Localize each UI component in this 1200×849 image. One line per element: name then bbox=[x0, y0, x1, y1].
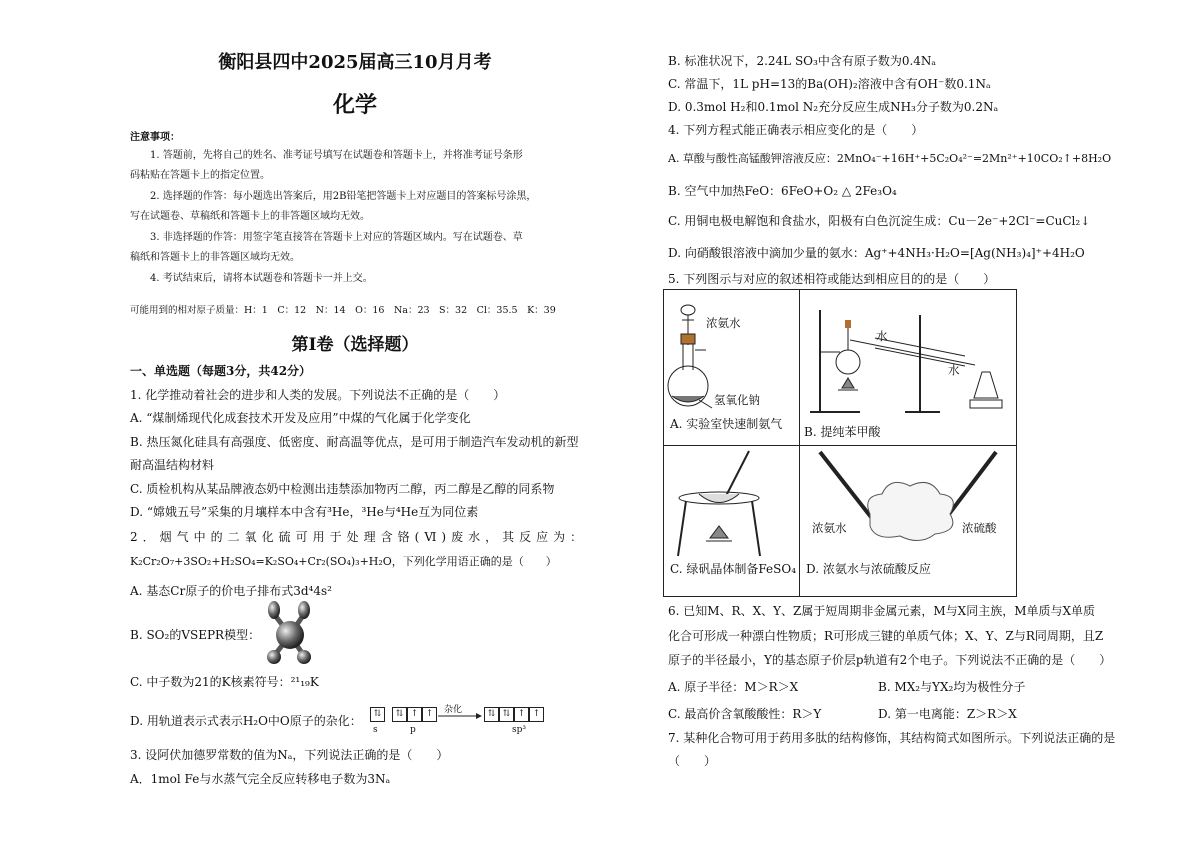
q6-option-d: D. 第一电离能：Z＞R＞X bbox=[878, 707, 1017, 721]
q2-equation: K₂Cr₂O₇+3SO₂+H₂SO₄=K₂SO₄+Cr₂(SO₄)₃+H₂O，下列化学用语正确的是（ ） bbox=[130, 555, 557, 568]
q5-figure-grid bbox=[663, 289, 1017, 597]
s-label: s bbox=[373, 725, 378, 735]
distillation-drawing bbox=[800, 290, 1016, 420]
figure-d-caption: D. 浓氨水与浓硫酸反应 bbox=[806, 562, 931, 576]
q2-option-a: A. 基态Cr原子的价电子排布式3d⁴4s² bbox=[130, 584, 332, 598]
note-line: 2. 选择题的作答：每小题选出答案后，用2B铅笔把答题卡上对应题目的答案标号涂黑， bbox=[150, 191, 537, 202]
exam-title: 衡阳县四中2025届高三10月月考 bbox=[218, 52, 492, 73]
q2-option-b: B. SO₂的VSEPR模型： bbox=[130, 628, 261, 642]
question-7-cont: （ ） bbox=[668, 754, 717, 768]
q6-option-a: A. 原子半径：M＞R＞X bbox=[668, 680, 799, 694]
question-2: 2．烟气中的二氧化硫可用于处理含铬(Ⅵ)废水，其反应为： bbox=[130, 530, 588, 544]
question-6: 6. 已知M、R、X、Y、Z属于短周期非金属元素，M与X同主族，M单质与X单质 bbox=[668, 604, 1096, 618]
q1-option-b-cont: 耐高温结构材料 bbox=[130, 458, 215, 472]
question-6-line3: 原子的半径最小，Y的基态原子价层p轨道有2个电子。下列说法不正确的是（ ） bbox=[668, 653, 1112, 667]
q2-option-c: C. 中子数为21的K核素符号：²¹₁₉K bbox=[130, 675, 319, 689]
ammonia-label: 浓氨水 bbox=[706, 316, 741, 330]
q6-option-c: C. 最高价含氧酸酸性：R＞Y bbox=[668, 707, 822, 721]
p-label: p bbox=[410, 725, 416, 735]
q4-option-a: A. 草酸与酸性高锰酸钾溶液反应：2MnO₄⁻+16H⁺+5C₂O₄²⁻=2Mn²⁺+10CO₂↑+8H₂O bbox=[668, 152, 1112, 165]
note-line: 4. 考试结束后，请将本试题卷和答题卡一并上交。 bbox=[150, 273, 373, 284]
water-in-label: 水 bbox=[876, 329, 888, 343]
s-orbital-box: ⇅ bbox=[370, 707, 385, 722]
q2-option-d: D. 用轨道表示式表示H₂O中O原子的杂化： bbox=[130, 714, 362, 728]
q3-option-a: A．1mol Fe与水蒸气完全反应转移电子数为3Nₐ bbox=[130, 772, 391, 786]
arrow-icon bbox=[438, 712, 482, 720]
q1-option-d: D. “嫦娥五号”采集的月壤样本中含有³He，³He与⁴He互为同位素 bbox=[130, 505, 479, 519]
subject-title: 化学 bbox=[332, 92, 377, 118]
ammonia-rod-label: 浓氨水 bbox=[812, 521, 847, 535]
question-6-line2: 化合可形成一种漂白性物质；R可形成三键的单质气体；X、Y、Z与R同周期，且Z bbox=[668, 629, 1104, 643]
question-5: 5. 下列图示与对应的叙述相符或能达到相应目的的是（ ） bbox=[668, 272, 996, 286]
p-orbital-box: ↑ bbox=[422, 707, 437, 722]
notes-heading: 注意事项： bbox=[130, 132, 180, 143]
vsepr-model-image bbox=[260, 600, 320, 666]
orbital-diagram bbox=[370, 705, 590, 737]
p-orbital-box: ↑ bbox=[407, 707, 422, 722]
water-out-label: 水 bbox=[948, 363, 960, 377]
sp3-label: sp³ bbox=[512, 725, 526, 735]
figure-a bbox=[664, 290, 799, 445]
q6-option-b: B. MX₂与YX₂均为极性分子 bbox=[878, 680, 1026, 694]
note-line: 写在试题卷、草稿纸和答题卡上的非答题区域均无效。 bbox=[130, 211, 370, 222]
question-7: 7. 某种化合物可用于药用多肽的结构修饰，其结构简式如图所示。下列说法正确的是 bbox=[668, 731, 1116, 745]
note-line: 3. 非选择题的作答：用签字笔直接答在答题卡上对应的答题区域内。写在试题卷、草 bbox=[150, 232, 523, 243]
figure-d bbox=[800, 446, 1016, 596]
q4-option-d: D. 向硝酸银溶液中滴加少量的氨水：Ag⁺+4NH₃·H₂O=[Ag(NH₃)₄]⁺+4H₂O bbox=[668, 246, 1085, 260]
note-line: 码粘贴在答题卡上的指定位置。 bbox=[130, 170, 270, 181]
figure-b-caption: B. 提纯苯甲酸 bbox=[804, 425, 881, 439]
q4-option-b: B. 空气中加热FeO：6FeO+O₂ △ 2Fe₃O₄ bbox=[668, 184, 897, 198]
q1-option-a: A. “煤制烯现代化成套技术开发及应用”中煤的气化属于化学变化 bbox=[130, 411, 471, 425]
q3-option-d: D. 0.3mol H₂和0.1mol N₂充分反应生成NH₃分子数为0.2Nₐ bbox=[668, 100, 999, 114]
atomic-masses: 可能用到的相对原子质量：H：1 C：12 N：14 O：16 Na：23 S：32 Cl：35.5 K：39 bbox=[130, 305, 556, 316]
figure-b bbox=[800, 290, 1016, 445]
sp3-orbital-box: ⇅ bbox=[484, 707, 499, 722]
naoh-label: 氢氧化钠 bbox=[714, 393, 760, 407]
evaporation-drawing bbox=[664, 446, 799, 566]
hybridization-label: 杂化 bbox=[444, 705, 463, 715]
figure-c bbox=[664, 446, 799, 596]
sp3-orbital-box: ⇅ bbox=[499, 707, 514, 722]
sp3-orbital-box: ↑ bbox=[529, 707, 544, 722]
question-3: 3. 设阿伏加德罗常数的值为Nₐ，下列说法正确的是（ ） bbox=[130, 748, 449, 762]
question-4: 4. 下列方程式能正确表示相应变化的是（ ） bbox=[668, 123, 924, 137]
note-line: 1. 答题前，先将自己的姓名、准考证号填写在试题卷和答题卡上，并将准考证号条形 bbox=[150, 150, 523, 161]
q4-option-c: C. 用铜电极电解饱和食盐水，阳极有白色沉淀生成：Cu－2e⁻+2Cl⁻=CuCl₂↓ bbox=[668, 214, 1091, 228]
p-orbital-box: ⇅ bbox=[392, 707, 407, 722]
sulfuric-acid-label: 浓硫酸 bbox=[962, 521, 997, 535]
rods-smoke-drawing bbox=[800, 446, 1016, 566]
part-heading: 一、单选题（每题3分，共42分） bbox=[130, 364, 312, 378]
q3-option-c: C. 常温下，1L pH=13的Ba(OH)₂溶液中含有OH⁻数0.1Nₐ bbox=[668, 77, 991, 91]
q1-option-b: B. 热压氮化硅具有高强度、低密度、耐高温等优点，是可用于制造汽车发动机的新型 bbox=[130, 435, 579, 449]
sp3-orbital-box: ↑ bbox=[514, 707, 529, 722]
section-title: 第Ⅰ卷（选择题） bbox=[291, 335, 419, 355]
figure-a-caption: A. 实验室快速制氨气 bbox=[670, 417, 783, 431]
q3-option-b: B. 标准状况下，2.24L SO₃中含有原子数为0.4Nₐ bbox=[668, 54, 937, 68]
figure-c-caption: C. 绿矾晶体制备FeSO₄ bbox=[670, 562, 797, 576]
note-line: 稿纸和答题卡上的非答题区域均无效。 bbox=[130, 252, 300, 263]
q1-option-c: C. 质检机构从某品牌液态奶中检测出违禁添加物丙二醇，丙二醇是乙醇的同系物 bbox=[130, 482, 555, 496]
question-1: 1. 化学推动着社会的进步和人类的发展。下列说法不正确的是（ ） bbox=[130, 388, 506, 402]
